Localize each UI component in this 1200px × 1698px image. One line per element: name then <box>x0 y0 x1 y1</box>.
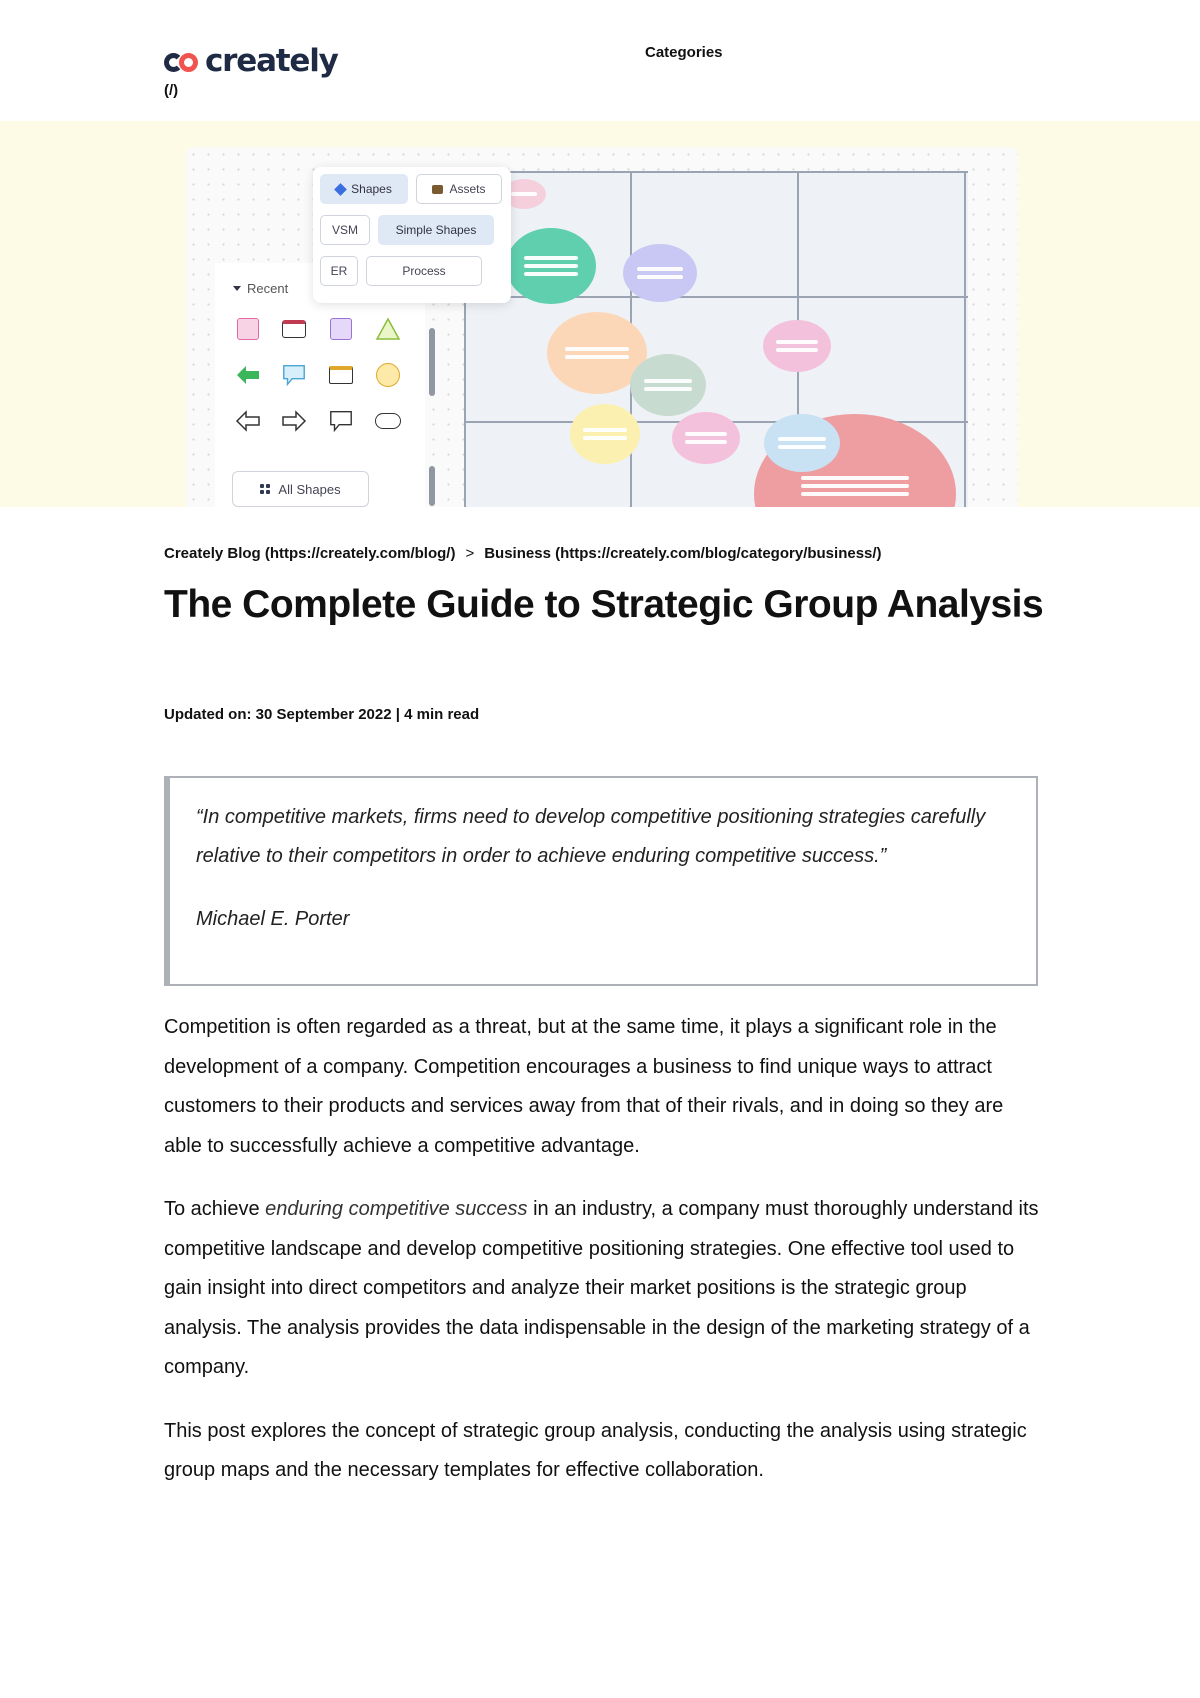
all-shapes-label: All Shapes <box>278 481 341 497</box>
process-library-chip[interactable] <box>366 256 482 286</box>
assets-tab-label: Assets <box>449 182 486 196</box>
triangle-shape-icon[interactable] <box>375 316 401 342</box>
nav-categories[interactable]: Categories <box>645 44 723 61</box>
library-popup <box>313 167 511 303</box>
callout-shape-icon[interactable] <box>328 408 354 434</box>
quote-author: Michael E. Porter <box>196 908 350 930</box>
purple-square-shape-icon[interactable] <box>328 316 354 342</box>
logo-link-text[interactable]: (/) <box>164 82 179 99</box>
bubble-teal <box>506 228 596 304</box>
breadcrumb-category-link[interactable]: Business (https://creately.com/blog/category/business/) <box>484 545 882 562</box>
recent-label: Recent <box>247 281 289 296</box>
bubble-lavender <box>623 244 697 302</box>
caret-down-icon <box>233 286 241 291</box>
speech-bubble-shape-icon[interactable] <box>281 362 307 388</box>
breadcrumb <box>164 545 882 562</box>
grid-icon <box>260 484 270 494</box>
creately-logo-mark <box>164 50 202 74</box>
vsm-library-chip[interactable] <box>320 215 370 245</box>
circle-shape-icon[interactable] <box>375 362 401 388</box>
process-label: Process <box>402 264 446 278</box>
paragraph-2-end: in an industry, a company must thoroughly understand its competitive landscape and develop competitive positioning strategies. One effective tool used to gain insight into direct competitors and analyze their market positions is the strategic group analysis. The analysis provides the data indispensable in the design of the marketing strategy of a company. <box>164 1198 1039 1378</box>
vsm-label: VSM <box>331 223 358 237</box>
card-shape-icon[interactable] <box>281 316 307 342</box>
shapes-tab[interactable] <box>320 174 408 204</box>
er-library-chip[interactable] <box>320 256 358 286</box>
bubble-yellow <box>570 404 640 464</box>
bubble-pink-right <box>763 320 831 372</box>
article-body <box>164 1008 1044 1515</box>
article-title: The Complete Guide to Strategic Group Analysis <box>164 583 1044 626</box>
shapes-tab-label: Shapes <box>351 182 392 196</box>
logo-wordmark: creately <box>205 43 338 79</box>
all-shapes-button[interactable] <box>232 471 369 507</box>
recent-section-toggle[interactable] <box>233 281 288 296</box>
breadcrumb-home-link[interactable]: Creately Blog (https://creately.com/blog/) <box>164 545 456 562</box>
pink-square-shape-icon[interactable] <box>235 316 261 342</box>
assets-tab[interactable] <box>416 174 502 204</box>
diamond-icon <box>334 183 347 196</box>
right-arrow-shape-icon[interactable] <box>281 408 307 434</box>
body-paragraph-1: Competition is often regarded as a threat, but at the same time, it plays a significant role in the development of a company. Competition encourages a business to find unique ways to attract customers to their products and services away from that of their rivals, and in doing so they are able to successfully achieve a competitive advantage. <box>164 1016 1004 1157</box>
quote-text: “In competitive markets, firms need to develop competitive positioning strategies carefully relative to their competitors in order to achieve enduring competitive success.” <box>196 806 986 867</box>
er-label: ER <box>330 264 348 278</box>
paragraph-2-start: To achieve <box>164 1198 266 1220</box>
body-paragraph-3: This post explores the concept of strategic group analysis, conducting the analysis using strategic group maps and the necessary templates for effective collaboration. <box>164 1419 1027 1481</box>
bubble-blue <box>764 414 840 472</box>
left-arrow-shape-icon[interactable] <box>235 408 261 434</box>
simple-shapes-library-chip[interactable] <box>378 215 494 245</box>
canvas-scrollbar[interactable] <box>429 466 435 506</box>
creately-logo[interactable] <box>164 43 338 79</box>
hero-clip <box>0 121 1200 507</box>
site-header <box>0 0 1200 120</box>
window-shape-icon[interactable] <box>328 362 354 388</box>
simple-shapes-label: Simple Shapes <box>395 223 477 237</box>
briefcase-icon <box>432 185 443 194</box>
bubble-sage <box>630 354 706 416</box>
rounded-rect-shape-icon[interactable] <box>375 408 401 434</box>
bubble-pink-low <box>672 412 740 464</box>
panel-scrollbar[interactable] <box>429 328 435 396</box>
pull-quote <box>164 776 1038 986</box>
article-meta: Updated on: 30 September 2022 | 4 min read <box>164 706 480 723</box>
breadcrumb-separator: > <box>465 545 475 562</box>
green-arrow-shape-icon[interactable] <box>235 362 261 388</box>
body-paragraph-2 <box>164 1190 1044 1388</box>
paragraph-2-emphasis: enduring competitive success <box>265 1198 528 1220</box>
